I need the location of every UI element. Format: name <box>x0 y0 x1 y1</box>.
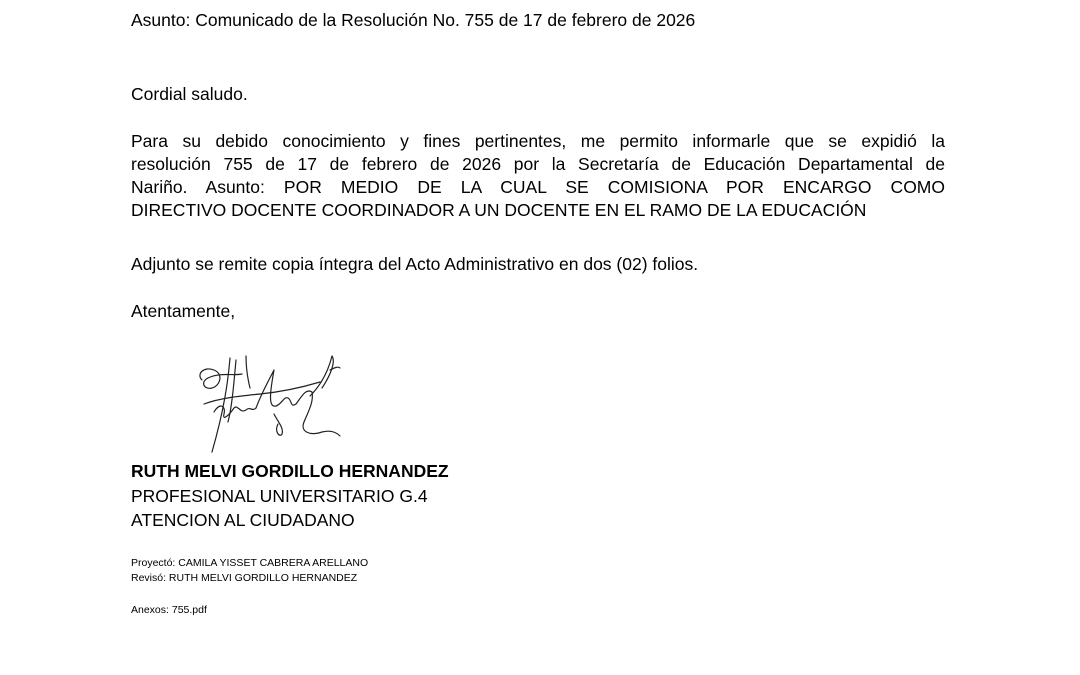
attachment-note: Adjunto se remite copia íntegra del Acto Administrativo en dos (02) folios. <box>131 254 699 274</box>
letter-subject: Asunto: Comunicado de la Resolución No. 755 de 17 de febrero de 2026 <box>131 10 696 30</box>
signer-title: PROFESIONAL UNIVERSITARIO G.4 <box>131 486 428 506</box>
projected-by: Proyectó: CAMILA YISSET CABRERA ARELLANO <box>131 557 369 569</box>
handwritten-signature <box>190 352 360 457</box>
letter-body <box>131 130 945 222</box>
body-line: Nariño. Asunto: POR MEDIO DE LA CUAL SE COMISIONA POR ENCARGO COMO <box>131 177 945 197</box>
signer-department: ATENCION AL CIUDADANO <box>131 510 355 530</box>
reviewed-by: Revisó: RUTH MELVI GORDILLO HERNANDEZ <box>131 572 358 584</box>
body-line: resolución 755 de 17 de febrero de 2026 por la Secretaría de Educación Departamental de <box>131 154 945 174</box>
letter-greeting: Cordial saludo. <box>131 84 248 104</box>
body-line: Para su debido conocimiento y fines pertinentes, me permito informarle que se expidió la <box>131 131 945 151</box>
letter-closing: Atentamente, <box>131 301 236 321</box>
signer-name: RUTH MELVI GORDILLO HERNANDEZ <box>131 461 449 481</box>
annexes: Anexos: 755.pdf <box>131 604 207 616</box>
body-line: DIRECTIVO DOCENTE COORDINADOR A UN DOCENTE EN EL RAMO DE LA EDUCACIÓN <box>131 200 867 220</box>
